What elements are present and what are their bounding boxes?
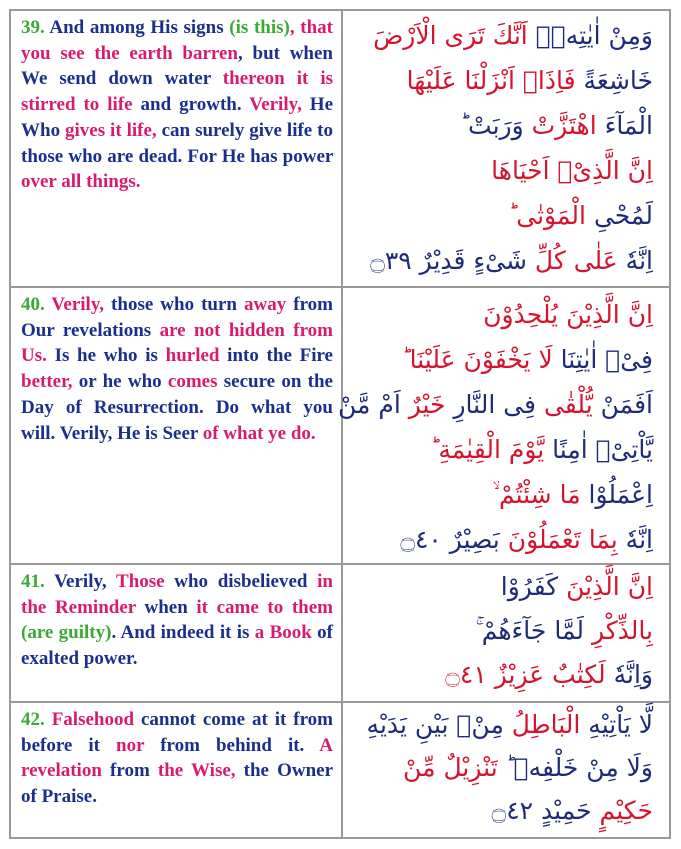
translation-segment: 41. — [21, 571, 45, 592]
arabic-line — [355, 238, 653, 283]
translation-segment: over all things. — [21, 171, 141, 193]
translation-segment: can surely give life to those who are dead. For He has power — [21, 119, 334, 167]
translation-segment: 40. — [21, 294, 45, 315]
translation-segment: are not hidden from Us. — [21, 319, 333, 367]
english-translation — [11, 565, 343, 701]
arabic-segment: يُّلْقٰى — [536, 390, 593, 419]
arabic-segment: وَاِنَّهٗ — [605, 660, 653, 689]
arabic-segment: اَفَمَنْ — [592, 390, 653, 419]
arabic-segment: مِنْۢ بَيْنِ يَدَيْهِ — [366, 710, 504, 739]
translation-segment: Those — [116, 571, 165, 592]
arabic-line — [355, 337, 653, 382]
arabic-segment: فِىْۤ اٰيٰتِنَا — [552, 345, 653, 374]
verse-row-42 — [11, 703, 669, 837]
verse-row-39 — [11, 11, 669, 288]
arabic-segment: يَّاْتِىْۤ اٰمِنًا — [544, 435, 653, 464]
translation-segment: comes — [167, 371, 218, 393]
translation-segment: cannot come at it from before it — [21, 709, 333, 756]
arabic-segment: وَرَبَتْ ؕ — [460, 111, 524, 140]
english-translation — [11, 11, 343, 286]
arabic-segment: اِنَّهٗ — [617, 525, 653, 554]
translation-segment: of exalted power. — [21, 622, 333, 670]
arabic-segment: لَا يَخْفَوْنَ عَلَيْنَا ؕ — [401, 345, 553, 374]
translation-segment: or he who — [72, 371, 168, 393]
translation-segment: A revelation — [21, 734, 333, 782]
arabic-segment: الْمَآءَ — [596, 111, 653, 140]
translation-segment: Falsehood — [44, 709, 135, 730]
translation-segment: those who turn — [104, 294, 244, 315]
arabic-segment: بِمَا تَعْمَلُوْنَ — [499, 525, 618, 554]
arabic-line — [355, 565, 653, 609]
arabic-segment: تَنْزِيْلٌ مِّنْ — [403, 753, 498, 782]
arabic-line — [355, 472, 653, 517]
translation-segment: the Wise, — [157, 760, 236, 782]
translation-segment: , but when We send down water — [21, 42, 333, 90]
arabic-line — [355, 148, 653, 193]
verse-row-40 — [11, 288, 669, 565]
arabic-segment: اهْتَزَّتْ — [523, 111, 597, 140]
arabic-segment: عَلٰى كُلِّ — [526, 246, 618, 275]
arabic-line — [355, 746, 653, 789]
arabic-segment: لَمُحْىِ — [586, 201, 653, 230]
arabic-segment: اِنَّهٗ — [617, 246, 653, 275]
arabic-segment: شَىْءٍ قَدِيْرٌ ۝٣٩ — [370, 246, 527, 275]
arabic-segment: فِى النَّارِ — [445, 390, 536, 419]
arabic-segment: اِنَّ الَّذِيْنَ — [558, 572, 653, 601]
arabic-line — [355, 193, 653, 238]
arabic-line — [355, 653, 653, 697]
arabic-segment: لَكِتٰبٌ عَزِيْزٌ ۝٤١ — [445, 660, 606, 689]
arabic-text — [337, 288, 667, 563]
translation-segment: gives it life, — [65, 119, 157, 141]
arabic-line — [355, 13, 653, 58]
arabic-line — [355, 789, 653, 832]
translation-segment: a Book — [254, 622, 312, 644]
arabic-line — [355, 609, 653, 653]
translation-segment: in the Reminder — [21, 571, 333, 618]
translation-segment: the Owner of Praise. — [21, 760, 334, 808]
arabic-segment: اَنَّكَ تَرَى الْاَرْضَ — [373, 21, 528, 50]
arabic-line — [355, 58, 653, 103]
arabic-segment: خَاشِعَةً — [575, 66, 653, 95]
arabic-line — [337, 382, 653, 427]
arabic-segment: مَا شِئْتُمْ ۙ — [492, 480, 581, 509]
arabic-segment: بَصِيْرٌ ۝٤٠ — [400, 525, 500, 554]
translation-segment: nor — [116, 734, 145, 756]
arabic-segment: لَّا يَاْتِيْهِ — [580, 710, 653, 739]
translation-segment: Verily, — [44, 571, 117, 592]
arabic-text — [345, 11, 667, 286]
translation-segment: into the Fire — [219, 345, 333, 367]
arabic-segment: خَيْرٌ — [400, 390, 446, 419]
translation-segment: who disbelieved — [164, 571, 318, 592]
verse-table — [9, 9, 671, 839]
arabic-segment: لَمَّا جَآءَهُمْ ۚ — [475, 616, 585, 645]
translation-segment: 42. — [21, 709, 45, 730]
translation-segment: (are guilty) — [21, 622, 112, 644]
arabic-segment: اَحْيَاهَا — [491, 156, 550, 185]
arabic-segment: الْمَوْتٰى ؕ — [508, 201, 586, 230]
arabic-segment: يُلْحِدُوْنَ — [483, 300, 559, 329]
translation-segment: Verily, — [44, 294, 105, 315]
translation-segment: 39. — [21, 17, 45, 38]
translation-segment: from — [101, 760, 158, 782]
translation-segment: when — [135, 596, 197, 618]
arabic-line — [355, 703, 653, 746]
translation-segment: He Who — [21, 94, 333, 141]
arabic-text — [345, 565, 667, 701]
arabic-line — [355, 517, 653, 562]
translation-segment: Verily, — [249, 94, 302, 116]
translation-segment: hurled — [165, 345, 220, 367]
translation-segment: (is this) — [229, 17, 290, 38]
arabic-segment: بِالذِّكْرِ — [584, 616, 653, 645]
translation-segment: away — [244, 294, 287, 315]
translation-segment: from behind it. — [144, 734, 320, 756]
arabic-segment: الْبَاطِلُ — [503, 710, 581, 739]
translation-segment: better, — [21, 371, 73, 393]
arabic-segment: اَمْ مَّنْ — [337, 390, 401, 419]
arabic-segment: حَكِيْمٍ — [591, 796, 653, 825]
translation-segment: . And indeed it is — [111, 622, 255, 644]
arabic-segment: كَفَرُوْا — [500, 572, 559, 601]
arabic-text — [345, 703, 667, 837]
arabic-segment: اِعْمَلُوْا — [580, 480, 653, 509]
english-translation — [11, 703, 343, 837]
arabic-segment: فَاِذَاۤ اَنْزَلْنَا عَلَيْهَا — [406, 66, 576, 95]
arabic-line — [355, 103, 653, 148]
arabic-segment: يَّوْمَ الْقِيٰمَةِ ؕ — [430, 435, 545, 464]
translation-segment: it came to them — [196, 596, 333, 618]
translation-segment: and growth. — [132, 94, 250, 116]
english-translation — [11, 288, 343, 563]
arabic-line — [355, 427, 653, 472]
arabic-segment: اِنَّ الَّذِيْنَ — [558, 300, 653, 329]
arabic-segment: اِنَّ الَّذِىْۤ — [549, 156, 653, 185]
arabic-line — [355, 292, 653, 337]
translation-segment: Is he who is — [46, 345, 166, 367]
arabic-segment: وَمِنْ اٰيٰتِهٖۤ — [527, 21, 653, 50]
translation-segment: thereon it is stirred to life — [21, 68, 333, 116]
translation-segment: , that you see the earth barren — [21, 17, 333, 64]
translation-segment: secure on the Day of Resurrection. Do what you will. Verily, He is Seer — [21, 371, 333, 444]
arabic-segment: وَلَا مِنْ خَلْفِهٖ ؕ — [497, 753, 653, 782]
translation-segment: of what ye do. — [202, 422, 316, 444]
arabic-segment: حَمِيْدٍ ۝٤٢ — [491, 796, 592, 825]
translation-segment: from Our revelations — [21, 294, 333, 341]
translation-segment: And among His signs — [44, 17, 230, 38]
verse-row-41 — [11, 565, 669, 703]
